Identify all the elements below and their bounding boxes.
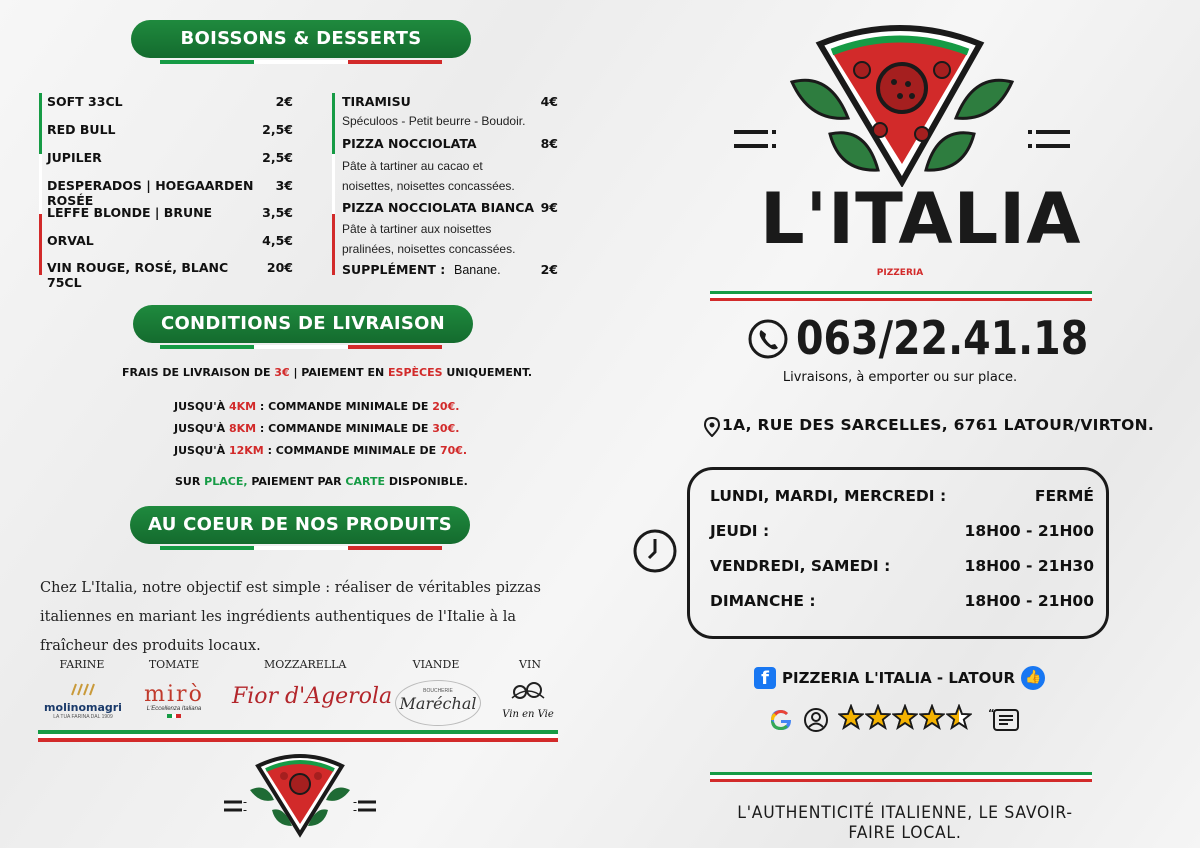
brand-subtitle: PIZZERIA [876,268,924,278]
header-tricolor-stripe [160,345,442,349]
decorative-dashes [1036,132,1070,146]
miro-tagline: L'Eccellenza Italiana [146,706,202,712]
fees-text: FRAIS DE LIVRAISON DE [122,366,275,379]
clock-icon [632,528,678,574]
dessert-name: TIRAMISU [342,94,411,109]
supplement-price: 2€ [540,262,558,277]
hours-time: 18H00 - 21H00 [964,522,1094,540]
on-site-prefix: SUR [175,475,205,488]
tier-text: : COMMANDE MINIMALE DE [256,400,433,413]
hours-day: VENDREDI, SAMEDI : [710,557,891,575]
fior-dagerola-logo [232,684,393,709]
molinomagri-logo [40,682,126,720]
delivery-tier [174,422,459,435]
star-rating [838,704,972,730]
hours-time: FERMÉ [1034,487,1094,505]
leaf-icon [926,133,974,170]
supplement-row [342,262,558,277]
livraison-fees-line [122,366,532,379]
star-icon [838,704,864,730]
drink-row [47,94,293,109]
thumbs-up-icon: 👍 [1021,666,1045,690]
drink-name: ORVAL [47,233,94,248]
miro-logo [134,684,214,718]
vin-en-vie-name: Vin en Vie [502,709,554,720]
dessert-description: pralinées, noisettes concassées. [342,242,516,256]
tier-minimum: 30€. [432,422,460,435]
tier-prefix: JUSQU'À [174,422,229,435]
header-tricolor-stripe [160,60,442,64]
hours-row [710,522,1094,540]
drink-name: JUPILER [47,150,102,165]
supplier-category: VIN [519,658,541,671]
drink-name: VIN ROUGE, ROSÉ, BLANC 75CL [47,260,229,290]
phone-icon [747,318,789,360]
fior-dagerola-name: Fior d'Agerola [232,684,393,709]
delivery-tier [174,444,467,457]
pizza-emblem-large [730,22,1075,187]
dessert-row [342,94,558,109]
location-pin-icon [704,417,720,437]
marechal-top: BOUCHERIE [423,688,453,694]
hours-day: DIMANCHE : [710,592,816,610]
dessert-row [342,200,558,215]
drinks-tricolor-line [39,93,42,275]
dessert-description: Pâte à tartiner aux noisettes [342,222,492,236]
drink-price: 2,5€ [262,150,293,165]
tagline: L'AUTHENTICITÉ ITALIENNE, LE SAVOIR-FAIRE LOCAL. [737,803,1073,843]
boissons-desserts-header [131,20,471,58]
leaf-icon [792,80,848,118]
brand-tricolor-band [710,291,1092,301]
hours-row [710,592,1094,610]
supplier-category: TOMATE [148,658,200,671]
facebook-page-name: PIZZERIA L'ITALIA - LATOUR [782,669,1016,687]
drink-price: 2€ [275,94,293,109]
dessert-description: Spéculoos - Petit beurre - Boudoir. [342,114,526,128]
service-subline: Livraisons, à emporter ou sur place. [782,370,1018,385]
star-icon [865,704,891,730]
drink-row [47,178,293,208]
hours-row [710,557,1094,575]
drink-price: 2,5€ [262,122,293,137]
drink-row [47,205,293,220]
star-icon [919,704,945,730]
facebook-icon: f [754,667,776,689]
produits-header [130,506,470,544]
user-icon [803,707,829,733]
tier-prefix: JUSQU'À [174,400,229,413]
molinomagri-tagline: LA TUA FARINA DAL 1909 [53,714,113,720]
on-site-payment-line [175,475,468,488]
tier-distance: 8KM [228,422,257,435]
dessert-row [342,136,558,151]
phone-number[interactable]: 063/22.41.18 [796,311,1089,365]
produits-title: AU COEUR DE NOS PRODUITS [148,514,452,535]
star-icon [946,704,972,730]
decorative-dashes [224,802,245,811]
tier-text: : COMMANDE MINIMALE DE [256,422,433,435]
hours-day: LUNDI, MARDI, MERCREDI : [710,487,947,505]
dessert-price: 8€ [540,136,558,151]
hours-row [710,487,1094,505]
livraison-header [133,305,473,343]
tier-distance: 4KM [228,400,257,413]
marechal-logo [395,680,481,726]
dessert-description: Pâte à tartiner au cacao et [342,159,483,173]
molinomagri-name: molinomagri [44,701,122,714]
leaf-icon [830,133,878,170]
dessert-description: noisettes, noisettes concassées. [342,179,515,193]
drink-price: 20€ [266,260,293,275]
address-text: 1A, RUE DES SARCELLES, 6761 LATOUR/VIRTON. [722,416,1155,434]
drink-price: 3€ [275,178,293,193]
footer-tricolor-band [710,772,1092,782]
vine-icon [508,680,548,704]
supplier-category: MOZZARELLA [264,658,347,671]
produits-intro: Chez L'Italia, notre objectif est simple : réaliser de véritables pizzas italiennes en mariant les ingrédients authentiques de l'Italie à la fraîcheur des produits locaux. [40,580,541,654]
fees-amount: 3€ [274,366,290,379]
drink-row [47,260,293,290]
tier-prefix: JUSQU'À [174,444,229,457]
drink-name: SOFT 33CL [47,94,123,109]
drink-price: 4,5€ [262,233,293,248]
on-site-text: PAIEMENT PAR [247,475,346,488]
left-tricolor-band [38,730,558,742]
leaf-icon [956,80,1012,118]
hours-day: JEUDI : [710,522,770,540]
tier-minimum: 70€. [439,444,468,457]
brand-name: L'ITALIA [760,178,1082,260]
drink-row [47,122,293,137]
on-site-suffix: DISPONIBLE. [384,475,468,488]
header-tricolor-stripe [160,546,442,550]
svg-text:“: “ [988,708,995,719]
dessert-name: PIZZA NOCCIOLATA BIANCA [342,200,535,215]
boissons-desserts-title: BOISSONS & DESSERTS [180,28,422,49]
livraison-title: CONDITIONS DE LIVRAISON [160,313,446,334]
italy-flag-mark [167,714,181,718]
tier-distance: 12KM [228,444,264,457]
delivery-tier [174,400,459,413]
drink-name: DESPERADOS | HOEGAARDEN ROSÉE [47,178,254,208]
hours-time: 18H00 - 21H00 [964,592,1094,610]
review-icon [986,706,1020,734]
supplier-category: FARINE [59,658,105,671]
payment-method: ESPÈCES [388,366,443,379]
tier-minimum: 20€. [432,400,460,413]
miro-name: mirò [144,682,204,707]
wheat-icon [68,682,98,696]
facebook-link[interactable] [754,666,1045,690]
supplement-label: SUPPLÉMENT : [342,262,446,277]
pizza-emblem-small [220,750,380,842]
decorative-dashes [734,132,768,146]
drink-price: 3,5€ [262,205,293,220]
payment-only-text: UNIQUEMENT. [442,366,533,379]
supplier-category: VIANDE [412,658,460,671]
dessert-price: 4€ [540,94,558,109]
star-icon [892,704,918,730]
marechal-name: Maréchal [399,694,477,713]
dessert-price: 9€ [540,200,558,215]
hours-time: 18H00 - 21H30 [964,557,1094,575]
drink-row [47,233,293,248]
vin-en-vie-logo [500,680,556,720]
on-site-place: PLACE, [204,475,248,488]
payment-text: | PAIEMENT EN [289,366,389,379]
desserts-tricolor-line [332,93,335,275]
decorative-dashes [355,802,376,811]
dessert-name: PIZZA NOCCIOLATA [342,136,477,151]
supplement-item: Banane. [454,263,501,277]
google-icon[interactable] [768,707,794,733]
drink-name: RED BULL [47,122,116,137]
tier-text: : COMMANDE MINIMALE DE [263,444,440,457]
drink-row [47,150,293,165]
on-site-card: CARTE [345,475,385,488]
drink-name: LEFFE BLONDE | BRUNE [47,205,213,220]
